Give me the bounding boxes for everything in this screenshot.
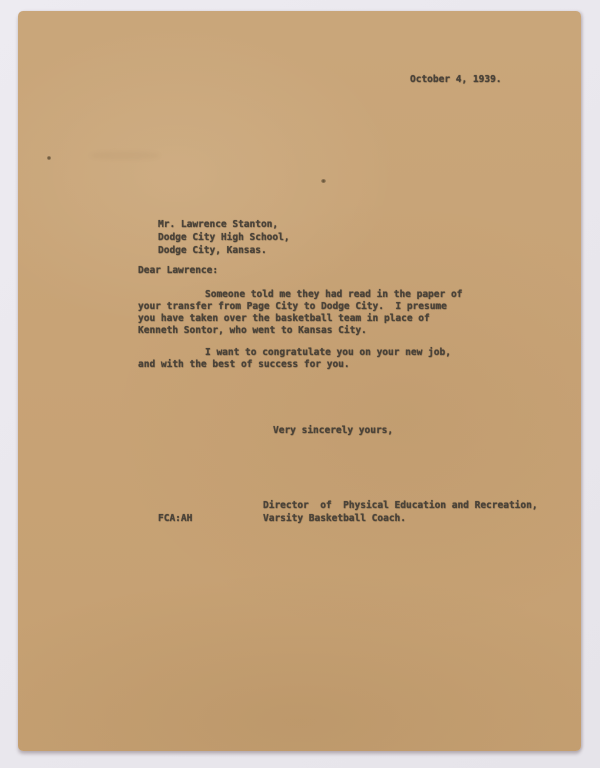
recipient-city-line: Dodge City, Kansas. [158, 245, 267, 256]
recipient-name-line: Mr. Lawrence Stanton, [158, 219, 279, 230]
paragraph-line: Someone told me they had read in the paper of [205, 289, 463, 300]
letter-date: October 4, 1939. [410, 74, 502, 85]
paragraph-line: your transfer from Page City to Dodge City. I presume [138, 301, 447, 312]
salutation: Dear Lawrence: [138, 265, 219, 276]
complimentary-closing: Very sincerely yours, [273, 425, 394, 436]
paragraph-line: and with the best of success for you. [138, 359, 350, 370]
typist-initials: FCA:AH [158, 513, 193, 524]
paragraph-line: Kenneth Sontor, who went to Kansas City. [138, 325, 367, 336]
ink-speck [47, 156, 51, 160]
letter-page [18, 11, 581, 751]
bleed-through-smudge [90, 151, 160, 160]
signature-title-line: Varsity Basketball Coach. [263, 513, 406, 524]
paragraph-line: you have taken over the basketball team in place of [138, 313, 430, 324]
recipient-school-line: Dodge City High School, [158, 232, 290, 243]
signature-title-line: Director of Physical Education and Recreation, [263, 500, 538, 511]
ink-speck [321, 179, 326, 183]
paragraph-line: I want to congratulate you on your new job, [205, 347, 451, 358]
